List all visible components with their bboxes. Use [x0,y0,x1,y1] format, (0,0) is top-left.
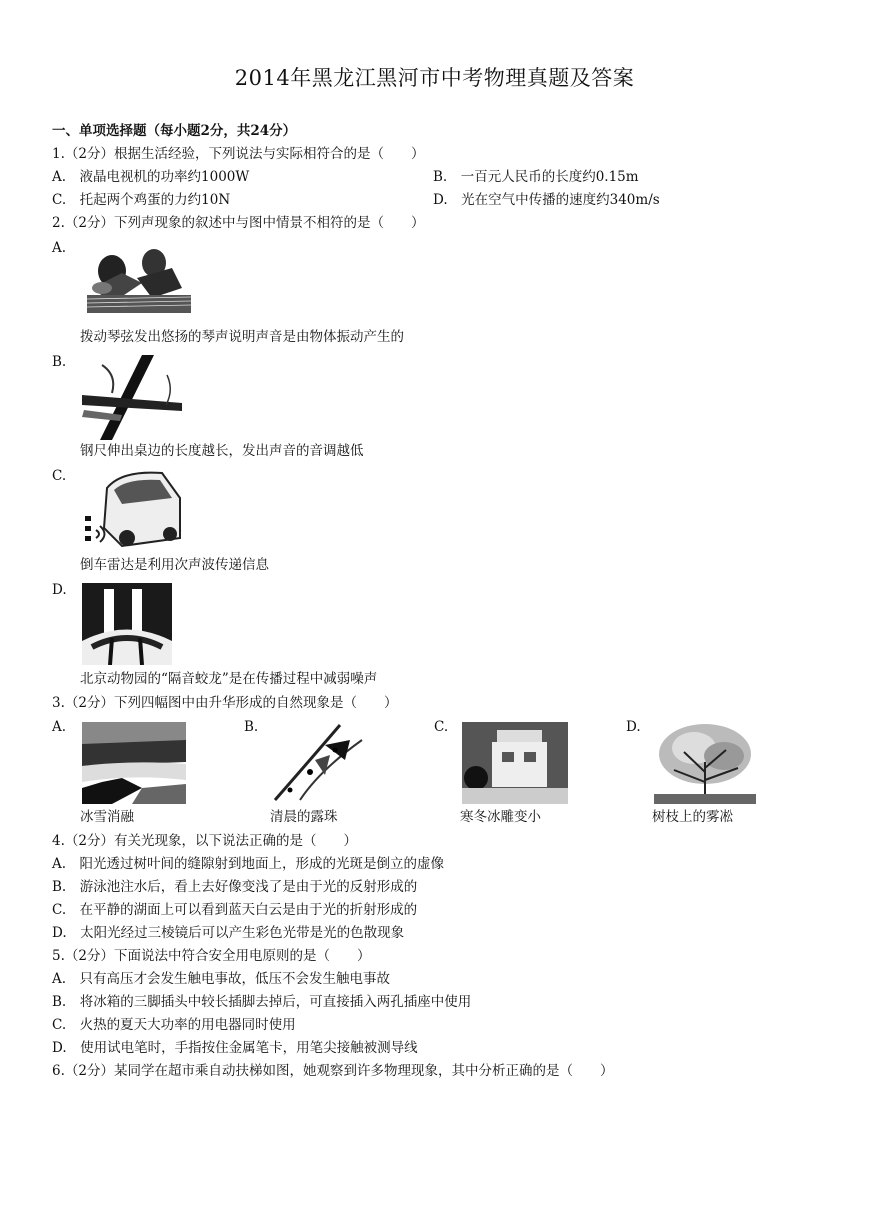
guzheng-image [82,243,192,323]
q5-option-d: D. 使用试电笔时，手指按住金属笔卡，用笔尖接触被测导线 [52,1040,418,1056]
q2-option-d-caption: 北京动物园的“隔音蛟龙”是在传播过程中减弱噪声 [80,671,378,687]
q2-stem: 2.（2分）下列声现象的叙述中与图中情景不相符的是（ ） [52,215,425,231]
q1-option-a: A. 液晶电视机的功率约1000W [52,169,250,185]
q3-option-c-label: C. [434,719,449,735]
q3-stem: 3.（2分）下列四幅图中由升华形成的自然现象是（ ） [52,695,398,711]
q2-option-c-label: C. [52,468,67,484]
dewdrop-image [270,720,370,804]
q3-option-a-caption: 冰雪消融 [80,809,134,825]
q4-option-d: D. 太阳光经过三棱镜后可以产生彩色光带是光的色散现象 [52,925,405,941]
q5-stem: 5.（2分）下面说法中符合安全用电原则的是（ ） [52,948,371,964]
ice-sculpture-image [462,722,568,804]
sound-barrier-image [82,583,172,665]
page-title: 2014年黑龙江黑河市中考物理真题及答案 [234,66,635,90]
q3-option-c-caption: 寒冬冰雕变小 [460,809,541,825]
q5-option-a: A. 只有高压才会发生触电事故，低压不会发生触电事故 [52,971,391,987]
q2-option-b-caption: 钢尺伸出桌边的长度越长，发出声音的音调越低 [80,443,364,459]
q1-stem: 1.（2分）根据生活经验，下列说法与实际相符合的是（ ） [52,146,425,162]
q3-option-d-caption: 树枝上的雾凇 [652,809,733,825]
section-heading: 一、单项选择题（每小题2分，共24分） [52,123,297,139]
q3-option-d-label: D. [626,719,641,735]
steel-ruler-image [82,355,182,440]
q4-stem: 4.（2分）有关光现象，以下说法正确的是（ ） [52,833,357,849]
reverse-radar-car-image [82,468,182,553]
q1-option-d: D. 光在空气中传播的速度约340m/s [433,192,660,208]
q2-option-a-label: A. [52,240,67,256]
q3-option-a-label: A. [52,719,67,735]
q2-option-a-caption: 拨动琴弦发出悠扬的琴声说明声音是由物体振动产生的 [80,329,404,345]
q5-option-b: B. 将冰箱的三脚插头中较长插脚去掉后，可直接插入两孔插座中使用 [52,994,472,1010]
q5-option-c: C. 火热的夏天大功率的用电器同时使用 [52,1017,296,1033]
q1-option-b: B. 一百元人民币的长度约0.15m [433,169,639,185]
q1-option-c: C. 托起两个鸡蛋的力约10N [52,192,231,208]
q4-option-c: C. 在平静的湖面上可以看到蓝天白云是由于光的折射形成的 [52,902,418,918]
rime-tree-image [654,722,756,804]
q2-option-b-label: B. [52,354,67,370]
q2-option-d-label: D. [52,582,67,598]
q6-stem: 6.（2分）某同学在超市乘自动扶梯如图，她观察到许多物理现象，其中分析正确的是（ ） [52,1063,614,1079]
q3-option-b-label: B. [244,719,259,735]
q2-option-c-caption: 倒车雷达是利用次声波传递信息 [80,557,269,573]
q4-option-a: A. 阳光透过树叶间的缝隙射到地面上，形成的光斑是倒立的虚像 [52,856,445,872]
melting-snow-image [82,722,186,804]
q4-option-b: B. 游泳池注水后，看上去好像变浅了是由于光的反射形成的 [52,879,418,895]
q3-option-b-caption: 清晨的露珠 [270,809,338,825]
